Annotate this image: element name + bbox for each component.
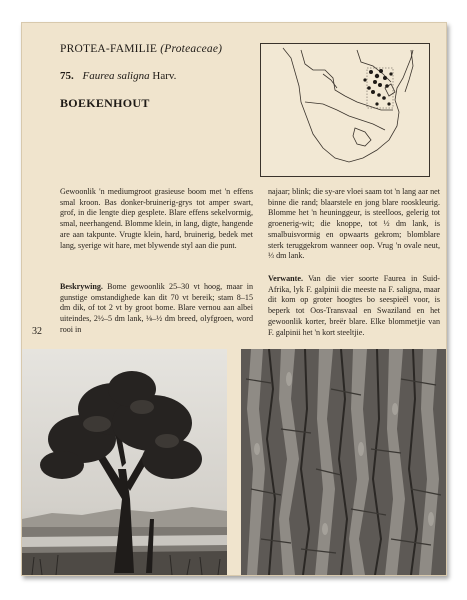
- family-latin: (Proteaceae): [160, 43, 223, 55]
- species-latin: Faurea saligna: [82, 70, 150, 82]
- verwante-text: Van die vier soorte Faurea in Suid-Afrika, lyk F. galpinii die meeste na F. saligna, maar dit kom op groter hoogtes bo seespieël voor, is beperk tot Oos-Transvaal en Swaziland en het gewoonlik korter, breër blare. Elke blommetjie van F. galpinii het 'n kort steeltjie.: [268, 274, 440, 337]
- bark-texture-image: [241, 349, 446, 575]
- species-author: Harv.: [152, 70, 177, 82]
- bark-photo: [241, 349, 446, 575]
- description-paragraph: Gewoonlik 'n mediumgroot grasieuse boom met 'n effens smal kroon. Bas donker-bruinerig-grys tot amper swart, grof, in die lengte diep gesplete. Blare effens sekelvormig, smal, neerhangend. Blomme klein, in lang, digte, hangende are aan takpunte. Vrugte klein, hard, bruinerig, bedek met lang, syerige wit hare, met blywende styl aan die punt.: [60, 187, 253, 250]
- verwante-paragraph: [268, 274, 440, 338]
- family-name: PROTEA-FAMILIE: [60, 43, 158, 55]
- species-number: 75.: [60, 70, 74, 82]
- species-heading: [60, 70, 176, 82]
- distribution-map: [260, 43, 430, 177]
- family-heading: [60, 43, 222, 55]
- page-number: 32: [32, 326, 42, 337]
- book-page: [21, 22, 447, 576]
- verwante-label: Verwante.: [268, 274, 303, 283]
- beskrywing-text: Bome gewoonlik 25–30 vt hoog, maar in gunstige omstandighede kan dit 70 vt bereik; stam 8–15 dm dik, of tot 2 vt by groot bome. Blare vernou aan albei uiteindes, 2½–5 dm lank, ⅛–½ dm breed, olyfgroen, word rooi in: [60, 282, 254, 334]
- continued-paragraph: najaar; blink; die sy-are vloei saam tot 'n lang aar net binne die rand; blaarstele en jong blare rooskleurig. Blomme het 'n heuninggeur, is steelloos, gelerig tot groenerig-wit; die knoppe, tot ½ dm lank, is smalbuisvormig en opwaarts gekrom; blomblare sterk teruggekrom wanneer oop. Vrug 'n ovale neut, ⅓ dm lank.: [268, 187, 440, 261]
- beskrywing-label: Beskrywing.: [60, 282, 103, 291]
- tree-landscape-image: [22, 349, 227, 575]
- beskrywing-paragraph: [60, 282, 253, 336]
- southern-africa-map: [261, 44, 429, 176]
- tree-photo: [22, 349, 227, 575]
- common-name: BOEKENHOUT: [60, 96, 150, 110]
